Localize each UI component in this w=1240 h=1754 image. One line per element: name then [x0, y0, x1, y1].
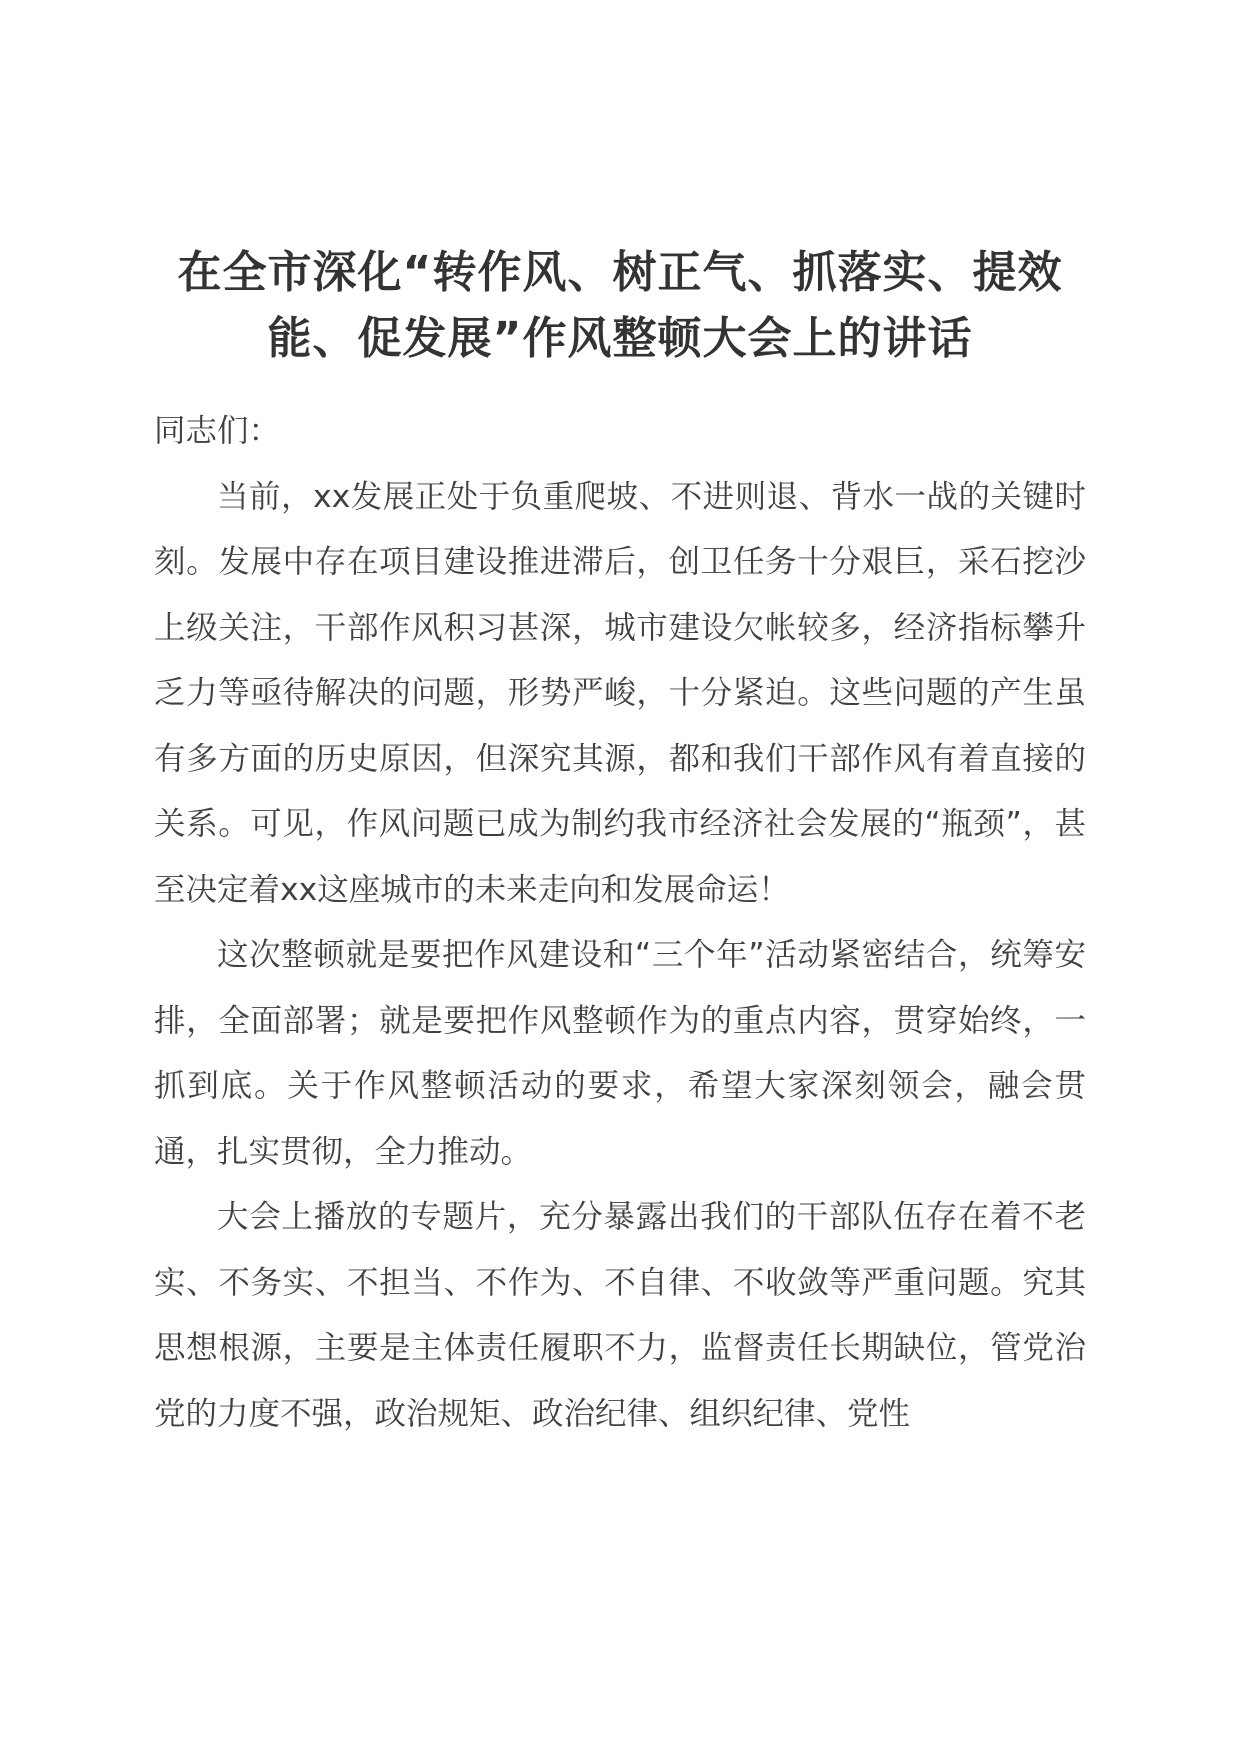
paragraph-3: 大会上播放的专题片，充分暴露出我们的干部队伍存在着不老实、不务实、不担当、不作为、不自律、不收敛等严重问题。究其思想根源，主要是主体责任履职不力，监督责任长期缺位，管党治党的力度不强，政治规矩、政治纪律、组织纪律、党性 [154, 1199, 1086, 1432]
document-body [154, 399, 1086, 1447]
greeting: 同志们： [154, 413, 281, 449]
document-title: 在全市深化“转作风、树正气、抓落实、提效能、促发展”作风整顿大会上的讲话 [177, 247, 1063, 364]
paragraph-2: 这次整顿就是要把作风建设和“三个年”活动紧密结合，统筹安排，全面部署；就是要把作风整顿作为的重点内容，贯穿始终，一抓到底。关于作风整顿活动的要求，希望大家深刻领会，融会贯通，扎实贯彻，全力推动。 [154, 937, 1086, 1170]
paragraph-1: 当前，xx发展正处于负重爬坡、不进则退、背水一战的关键时刻。发展中存在项目建设推进滞后，创卫任务十分艰巨，采石挖沙上级关注，干部作风积习甚深，城市建设欠帐较多，经济指标攀升乏力等亟待解决的问题，形势严峻，十分紧迫。这些问题的产生虽有多方面的历史原因，但深究其源，都和我们干部作风有着直接的关系。可见，作风问题已成为制约我市经济社会发展的“瓶颈”，甚至决定着xx这座城市的未来走向和发展命运！ [154, 478, 1086, 908]
